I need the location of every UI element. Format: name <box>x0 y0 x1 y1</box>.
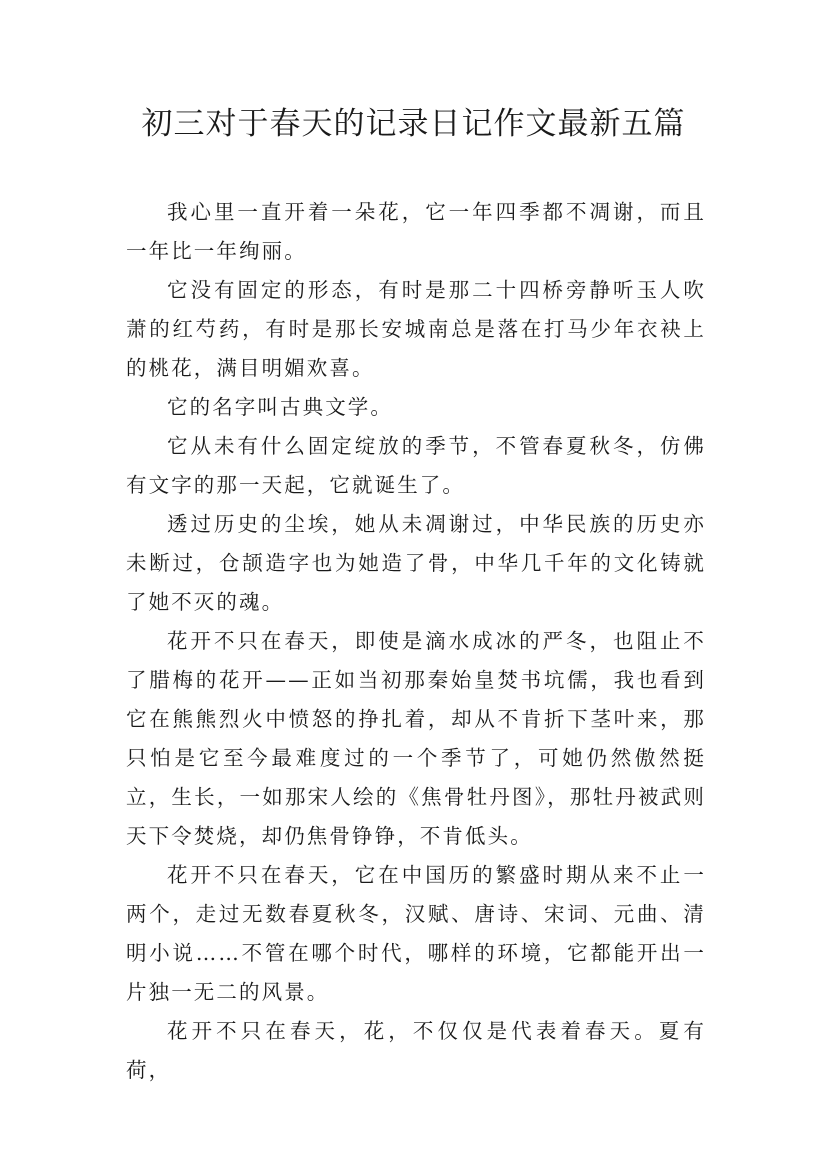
paragraph: 我心里一直开着一朵花，它一年四季都不凋谢，而且一年比一年绚丽。 <box>126 200 706 263</box>
paragraph: 透过历史的尘埃，她从未凋谢过，中华民族的历史亦未断过，仓颉造字也为她造了骨，中华几千年的文化铸就了她不灭的魂。 <box>126 512 706 614</box>
paragraph: 它从未有什么固定绽放的季节，不管春夏秋冬，仿佛有文字的那一天起，它就诞生了。 <box>126 434 706 497</box>
paragraph: 花开不只在春天，花，不仅仅是代表着春天。夏有荷， <box>126 1019 706 1082</box>
document-body <box>126 193 706 1090</box>
paragraph: 它的名字叫古典文学。 <box>167 395 393 419</box>
paragraph: 花开不只在春天，它在中国历的繁盛时期从来不止一两个，走过无数春夏秋冬，汉赋、唐诗、宋词、元曲、清明小说……不管在哪个时代，哪样的环境，它都能开出一片独一无二的风景。 <box>126 863 706 1004</box>
paragraph: 花开不只在春天，即使是滴水成冰的严冬，也阻止不了腊梅的花开——正如当初那秦始皇焚书坑儒，我也看到它在熊熊烈火中愤怒的挣扎着，却从不肯折下茎叶来，那只怕是它至今最难度过的一个季节了，可她仍然傲然挺立，生长，一如那宋人绘的《焦骨牡丹图》，那牡丹被武则天下令焚烧，却仍焦骨铮铮，不肯低头。 <box>126 629 706 848</box>
document-title: 初三对于春天的记录日记作文最新五篇 <box>141 106 686 142</box>
paragraph: 它没有固定的形态，有时是那二十四桥旁静听玉人吹萧的红芍药，有时是那长安城南总是落在打马少年衣袂上的桃花，满目明媚欢喜。 <box>126 278 706 380</box>
